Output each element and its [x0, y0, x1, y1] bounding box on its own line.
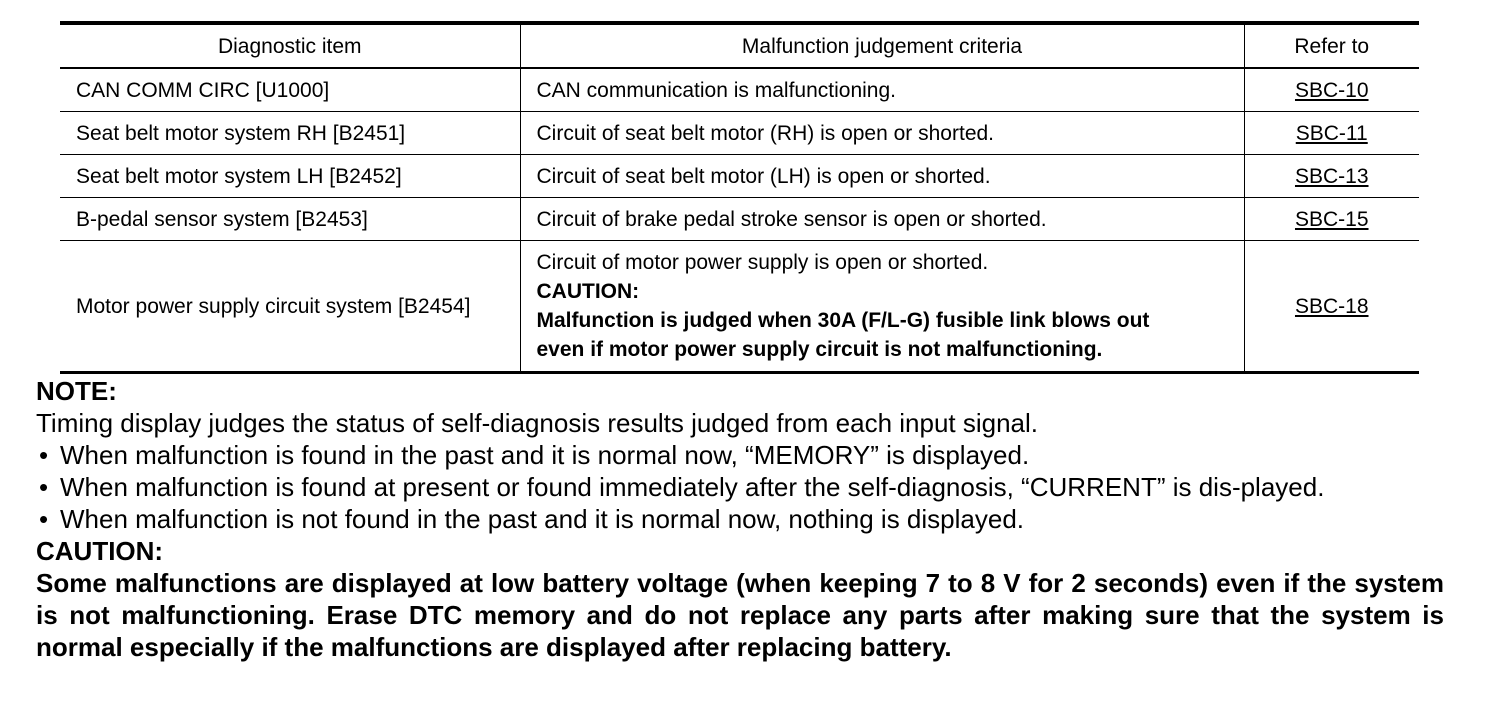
ref-link[interactable]: SBC-10 [1294, 78, 1369, 102]
table-row [60, 112, 1419, 155]
notes-section [36, 375, 1444, 663]
caution-text: Some malfunctions are displayed at low battery voltage (when keeping 7 to 8 V for 2 seconds) even if the system is not malfunctioning. Erase DTC memory and do not replace any parts after making sure that the system is normal especially if the malfunctions are displayed after replacing battery. [36, 568, 1444, 662]
diagnostic-item: Seat belt motor system RH [B2451] [60, 112, 520, 155]
ref-cell [1244, 68, 1419, 112]
ref-cell [1244, 198, 1419, 241]
bullet-text: When malfunction is found in the past and it is normal now, “MEMORY” is displayed. [60, 440, 1030, 470]
ref-cell [1244, 155, 1419, 198]
bullet-icon: • [39, 440, 49, 470]
criteria-text: Circuit of motor power supply is open or shorted. [536, 251, 989, 274]
table-row [60, 198, 1419, 241]
table-row [60, 155, 1419, 198]
diagnostic-item: CAN COMM CIRC [U1000] [60, 68, 520, 112]
ref-cell [1244, 241, 1419, 373]
caution-label: CAUTION: [36, 536, 164, 566]
bullet-text: When malfunction is found at present or found immediately after the self-diagnosis, “CURRENT” is dis-played. [60, 472, 1325, 502]
list-item [36, 439, 1444, 471]
diagnostic-item: B-pedal sensor system [B2453] [60, 198, 520, 241]
ref-cell [1244, 112, 1419, 155]
diagnostic-item: Motor power supply circuit system [B2454] [60, 241, 520, 373]
header-criteria: Malfunction judgement criteria [520, 23, 1244, 68]
list-item [36, 503, 1444, 535]
criteria: Circuit of seat belt motor (RH) is open or shorted. [520, 112, 1244, 155]
criteria-caution-line: Malfunction is judged when 30A (F/L-G) fusible link blows out [536, 309, 1150, 332]
table-row [60, 241, 1419, 373]
criteria: Circuit of brake pedal stroke sensor is open or shorted. [520, 198, 1244, 241]
note-label: NOTE: [36, 376, 117, 406]
ref-link[interactable]: SBC-11 [1295, 121, 1368, 145]
table-row [60, 68, 1419, 112]
bullet-icon: • [39, 504, 49, 534]
criteria: CAN communication is malfunctioning. [520, 68, 1244, 112]
note-intro: Timing display judges the status of self-diagnosis results judged from each input signal. [36, 408, 1039, 438]
criteria-caution-line: even if motor power supply circuit is not malfunctioning. [536, 338, 1103, 361]
criteria [520, 241, 1244, 373]
criteria-caution-label: CAUTION: [536, 280, 640, 303]
table-header-row [60, 23, 1419, 68]
diagnostic-table [60, 21, 1419, 374]
header-refer-to: Refer to [1244, 23, 1419, 68]
diagnostic-item: Seat belt motor system LH [B2452] [60, 155, 520, 198]
bullet-icon: • [39, 472, 49, 502]
ref-link[interactable]: SBC-15 [1294, 207, 1369, 231]
list-item [36, 471, 1444, 503]
bullet-text: When malfunction is not found in the past and it is normal now, nothing is displayed. [60, 504, 1025, 534]
criteria: Circuit of seat belt motor (LH) is open or shorted. [520, 155, 1244, 198]
note-bullet-list [36, 439, 1444, 535]
ref-link[interactable]: SBC-18 [1294, 294, 1369, 318]
ref-link[interactable]: SBC-13 [1294, 164, 1369, 188]
header-diagnostic-item: Diagnostic item [60, 23, 520, 68]
